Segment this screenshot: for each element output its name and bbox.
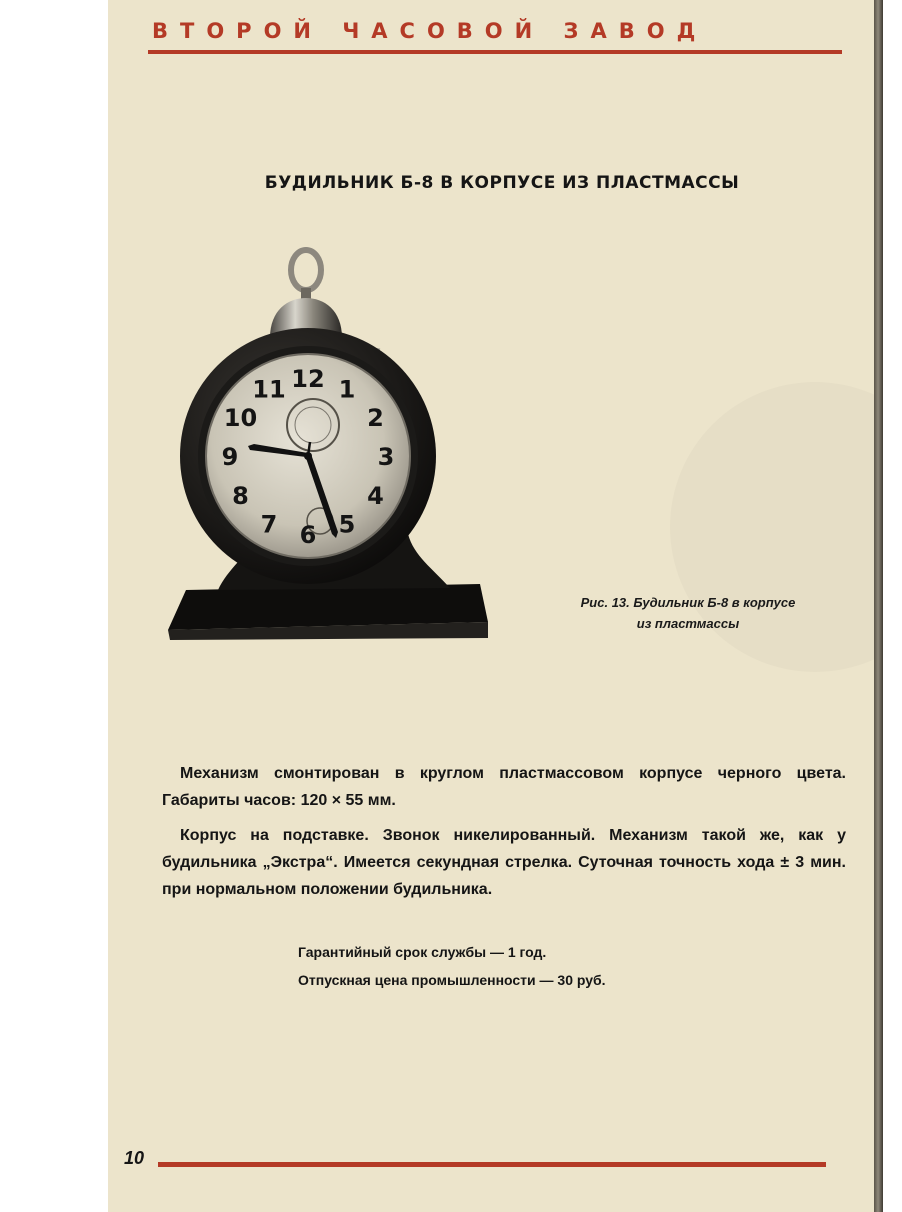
dial-numeral: 5 <box>338 510 356 539</box>
dial-numeral: 3 <box>377 443 395 471</box>
ring-handle <box>291 250 321 290</box>
page-edge <box>874 0 883 1212</box>
paragraph: Механизм смонтирован в круглом пластмассовом корпусе черного цвета. Габариты часов: 120 × 55 мм. <box>162 765 846 809</box>
dial-numeral: 1 <box>338 375 356 404</box>
dial-numeral: 9 <box>221 443 239 471</box>
header-rule <box>148 50 842 54</box>
dial-numeral: 11 <box>252 375 286 404</box>
warranty-and-price <box>298 938 778 994</box>
dial-numeral: 2 <box>367 404 384 432</box>
price-line: Отпускная цена промышленности — 30 руб. <box>298 972 606 988</box>
alarm-clock-figure <box>158 238 498 650</box>
dial-numeral: 10 <box>223 404 258 432</box>
page-title: БУДИЛЬНИК Б-8 В КОРПУСЕ ИЗ ПЛАСТМАССЫ <box>264 173 740 193</box>
caption-line: Рис. 13. Будильник Б-8 в корпусе <box>580 595 796 610</box>
dial-numeral: 7 <box>260 510 278 539</box>
description <box>162 760 846 911</box>
caption-line: из пластмассы <box>636 616 740 631</box>
warranty-line: Гарантийный срок службы — 1 год. <box>298 944 547 960</box>
dial-numeral: 8 <box>232 482 249 510</box>
paragraph: Корпус на подставке. Звонок никелированный. Механизм такой же, как у будильника „Экстра“. Имеется секундная стрелка. Суточная точность хода ± 3 мин. при нормальном положении будильника. <box>162 827 846 898</box>
dial-numeral: 4 <box>367 482 384 510</box>
footer-rule <box>158 1162 826 1167</box>
dial-numeral: 6 <box>299 521 317 549</box>
page-number: 10 <box>124 1148 145 1168</box>
figure-caption <box>538 592 838 640</box>
running-header: ВТОРОЙ ЧАСОВОЙ ЗАВОД <box>152 19 708 43</box>
dial-numeral: 12 <box>291 365 325 393</box>
alarm-clock-illustration <box>158 238 498 650</box>
